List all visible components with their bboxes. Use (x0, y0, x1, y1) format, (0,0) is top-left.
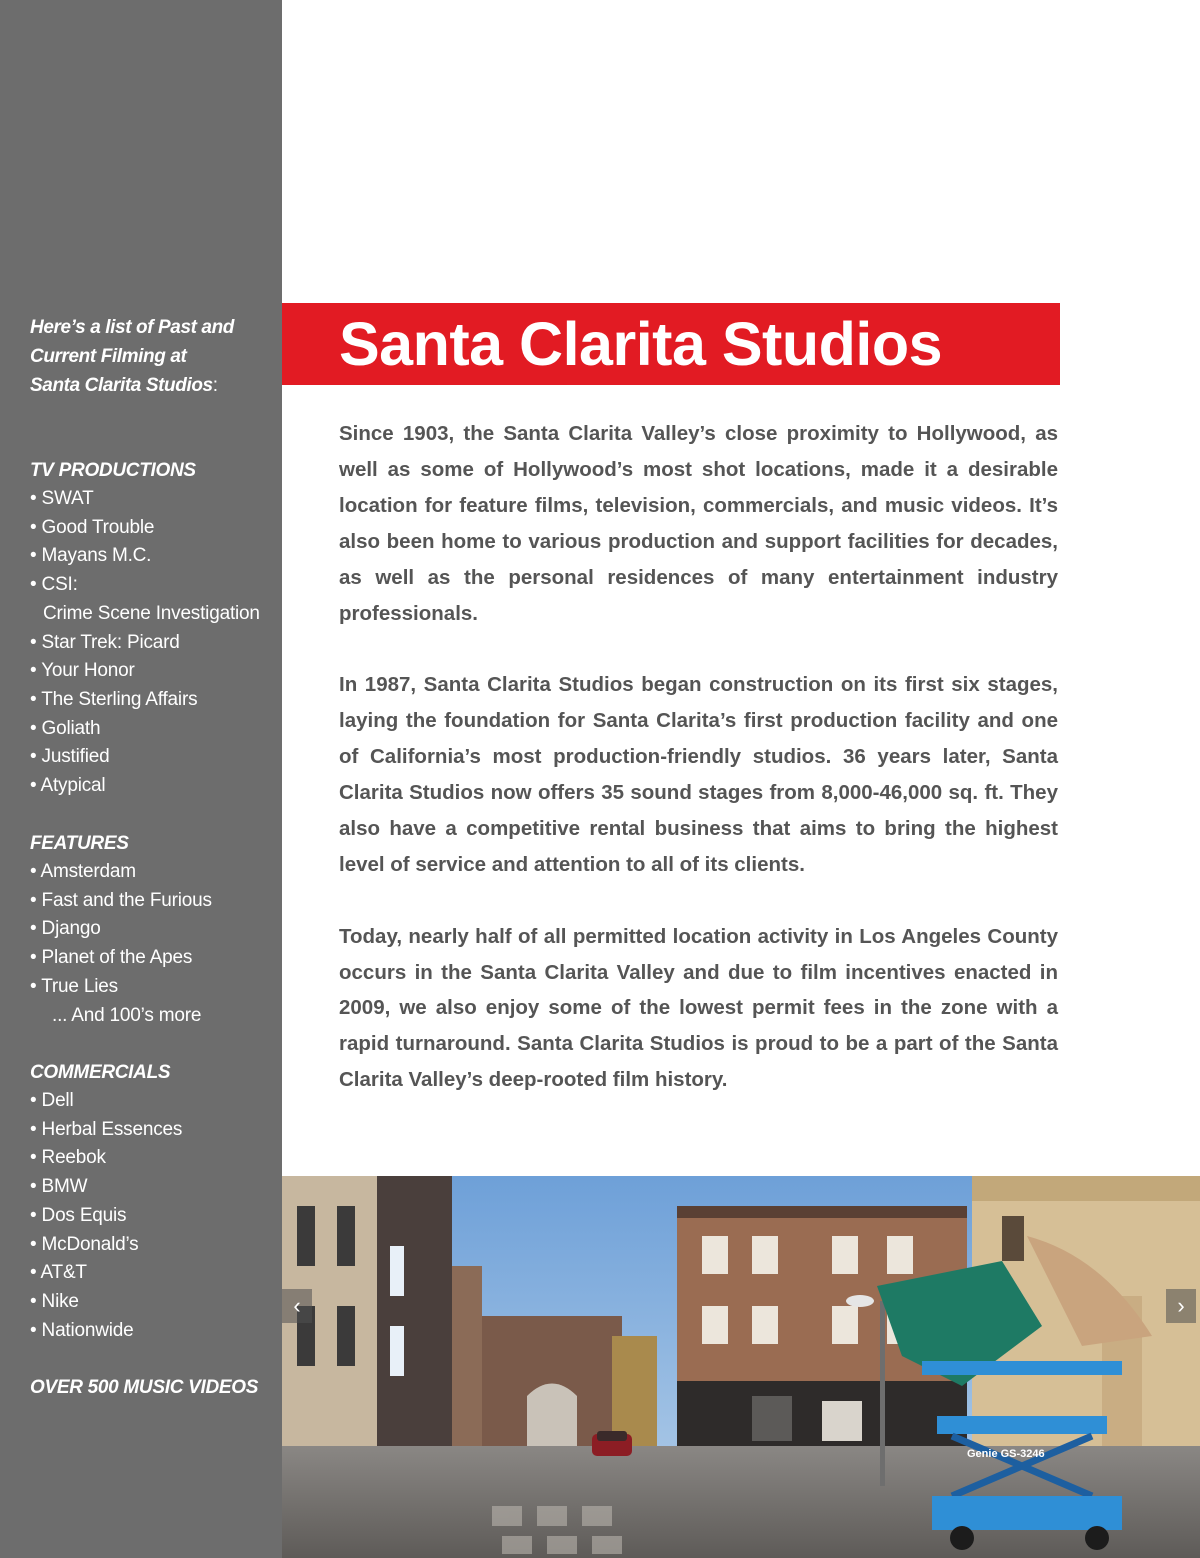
list-item (30, 1288, 275, 1317)
bullet: • (30, 1176, 37, 1198)
list-item (30, 657, 275, 686)
list-item (30, 858, 275, 887)
commercials-list (30, 1087, 275, 1345)
list-item-label-continued: Crime Scene Investigation (43, 602, 260, 624)
bullet: • (30, 861, 37, 882)
intro-line: Here’s a list of Past and (30, 317, 235, 338)
bullet: • (30, 746, 37, 768)
article-body (339, 416, 1058, 1134)
list-item (30, 1202, 275, 1231)
list-item-label: Your Honor (41, 660, 135, 682)
list-item (30, 973, 275, 1002)
list-item-label: Atypical (40, 775, 106, 797)
list-item (30, 772, 275, 801)
paragraph: Today, nearly half of all permitted location activity in Los Angeles County occurs in the Santa Clarita Valley and due to film incentives enacted in 2009, we also enjoy some of the lowest permit fees in the zone with a rapid turnaround. Santa Clarita Studios is proud to be a part of the Santa Clarita Valley’s deep-rooted film history. (339, 924, 1058, 1092)
bullet: • (30, 488, 37, 509)
tv-productions-heading: TV PRODUCTIONS (30, 460, 196, 481)
list-item (30, 1259, 275, 1288)
page-title: Santa Clarita Studios (339, 310, 943, 378)
tv-productions-section (30, 456, 275, 801)
list-item-label: McDonald’s (41, 1233, 139, 1255)
list-item-label: Django (41, 918, 101, 940)
list-item-label: Dell (41, 1090, 74, 1111)
list-item-label: SWAT (41, 488, 94, 509)
list-item (30, 542, 275, 571)
features-more: ... And 100’s more (52, 1004, 202, 1026)
bullet: • (30, 1233, 37, 1255)
list-item-label: Planet of the Apes (41, 947, 193, 969)
music-videos-section (30, 1373, 275, 1402)
list-item (30, 944, 275, 973)
bullet: • (30, 717, 37, 739)
music-videos-heading: OVER 500 MUSIC VIDEOS (30, 1377, 259, 1398)
studio-backlot-photo (282, 1176, 1200, 1558)
list-item-label: BMW (41, 1176, 88, 1198)
fire-escape-building (452, 1266, 482, 1456)
tv-productions-list (30, 485, 275, 801)
bullet: • (30, 688, 37, 710)
bullet: • (30, 545, 37, 567)
yellow-building (612, 1336, 657, 1446)
chevron-left-icon: ‹ (293, 1293, 301, 1318)
features-section (30, 829, 275, 1030)
list-item (30, 686, 275, 715)
list-item-label: Amsterdam (40, 861, 136, 882)
list-item (30, 485, 275, 514)
bullet: • (30, 660, 37, 682)
list-item-label: Nationwide (41, 1319, 134, 1341)
bullet: • (30, 1090, 37, 1111)
bullet: • (30, 574, 37, 596)
archway (527, 1384, 577, 1447)
list-item (30, 1231, 275, 1260)
street-lamp (880, 1301, 885, 1486)
bullet: • (30, 775, 37, 797)
list-item-label: Dos Equis (41, 1204, 127, 1226)
commercials-section (30, 1058, 275, 1345)
list-item-label: Justified (41, 746, 110, 768)
title-banner (282, 303, 1060, 385)
list-item (30, 1317, 275, 1346)
carousel-prev-button[interactable] (282, 1289, 312, 1323)
sidebar (0, 0, 282, 1558)
list-item-label: Herbal Essences (41, 1118, 183, 1140)
carousel-next-button[interactable] (1166, 1289, 1196, 1323)
list-item (30, 629, 275, 658)
bullet: • (30, 947, 37, 969)
list-item-label: Reebok (41, 1147, 106, 1169)
list-item-label: The Sterling Affairs (41, 688, 198, 710)
commercials-heading: COMMERCIALS (30, 1062, 171, 1083)
list-item-label: Good Trouble (41, 516, 155, 538)
left-dark-building (377, 1176, 452, 1461)
list-item (30, 715, 275, 744)
bullet: • (30, 1118, 37, 1140)
list-item (30, 1144, 275, 1173)
intro-line: Current Filming at (30, 346, 187, 367)
list-item-label: Nike (41, 1290, 79, 1312)
bullet: • (30, 1204, 37, 1226)
list-item-label: CSI: (41, 574, 78, 596)
list-item-label: Goliath (41, 717, 101, 739)
list-item (30, 1116, 275, 1145)
bullet: • (30, 1262, 37, 1284)
features-list (30, 858, 275, 1030)
list-item-label: Mayans M.C. (41, 545, 152, 567)
list-item-label: Fast and the Furious (41, 889, 212, 911)
paragraph: Since 1903, the Santa Clarita Valley’s close proximity to Hollywood, as well as some of Hollywood’s most shot locations, made it a desirable location for feature films, television, commercials, and music videos. It’s also been home to various production and support facilities for decades, as well as the personal residences of many entertainment industry professionals. (339, 422, 1058, 625)
list-item-label: Star Trek: Picard (41, 631, 180, 653)
bullet: • (30, 1147, 37, 1169)
bullet: • (30, 889, 37, 911)
left-stone-building (282, 1176, 377, 1476)
sidebar-intro (30, 313, 270, 400)
bullet: • (30, 975, 37, 997)
list-item (30, 887, 275, 916)
list-item (30, 1173, 275, 1202)
backlot-street-scene (282, 1176, 1200, 1558)
features-heading: FEATURES (30, 833, 129, 854)
list-item (30, 514, 275, 543)
intro-colon: : (212, 375, 218, 396)
bullet: • (30, 631, 37, 653)
chevron-right-icon: › (1177, 1293, 1185, 1318)
list-item (30, 571, 275, 628)
bullet: • (30, 1319, 37, 1341)
list-item (30, 915, 275, 944)
bullet: • (30, 516, 37, 538)
intro-studio-name: Santa Clarita Studios (30, 375, 213, 396)
bullet: • (30, 918, 37, 940)
lift-label: Genie GS-3246 (967, 1448, 1045, 1460)
paragraph: In 1987, Santa Clarita Studios began construction on its first six stages, laying the foundation for Santa Clarita’s first production facility and one of California’s most production-friendly studios. 36 years later, Santa Clarita Studios now offers 35 sound stages from 8,000-46,000 sq. ft. They also have a competitive rental business that aims to bring the highest level of service and attention to all of its clients. (339, 673, 1058, 876)
list-item-label: AT&T (40, 1262, 87, 1284)
list-item (30, 743, 275, 772)
list-item-label: True Lies (41, 975, 118, 997)
list-item (30, 1087, 275, 1116)
bullet: • (30, 1290, 37, 1312)
